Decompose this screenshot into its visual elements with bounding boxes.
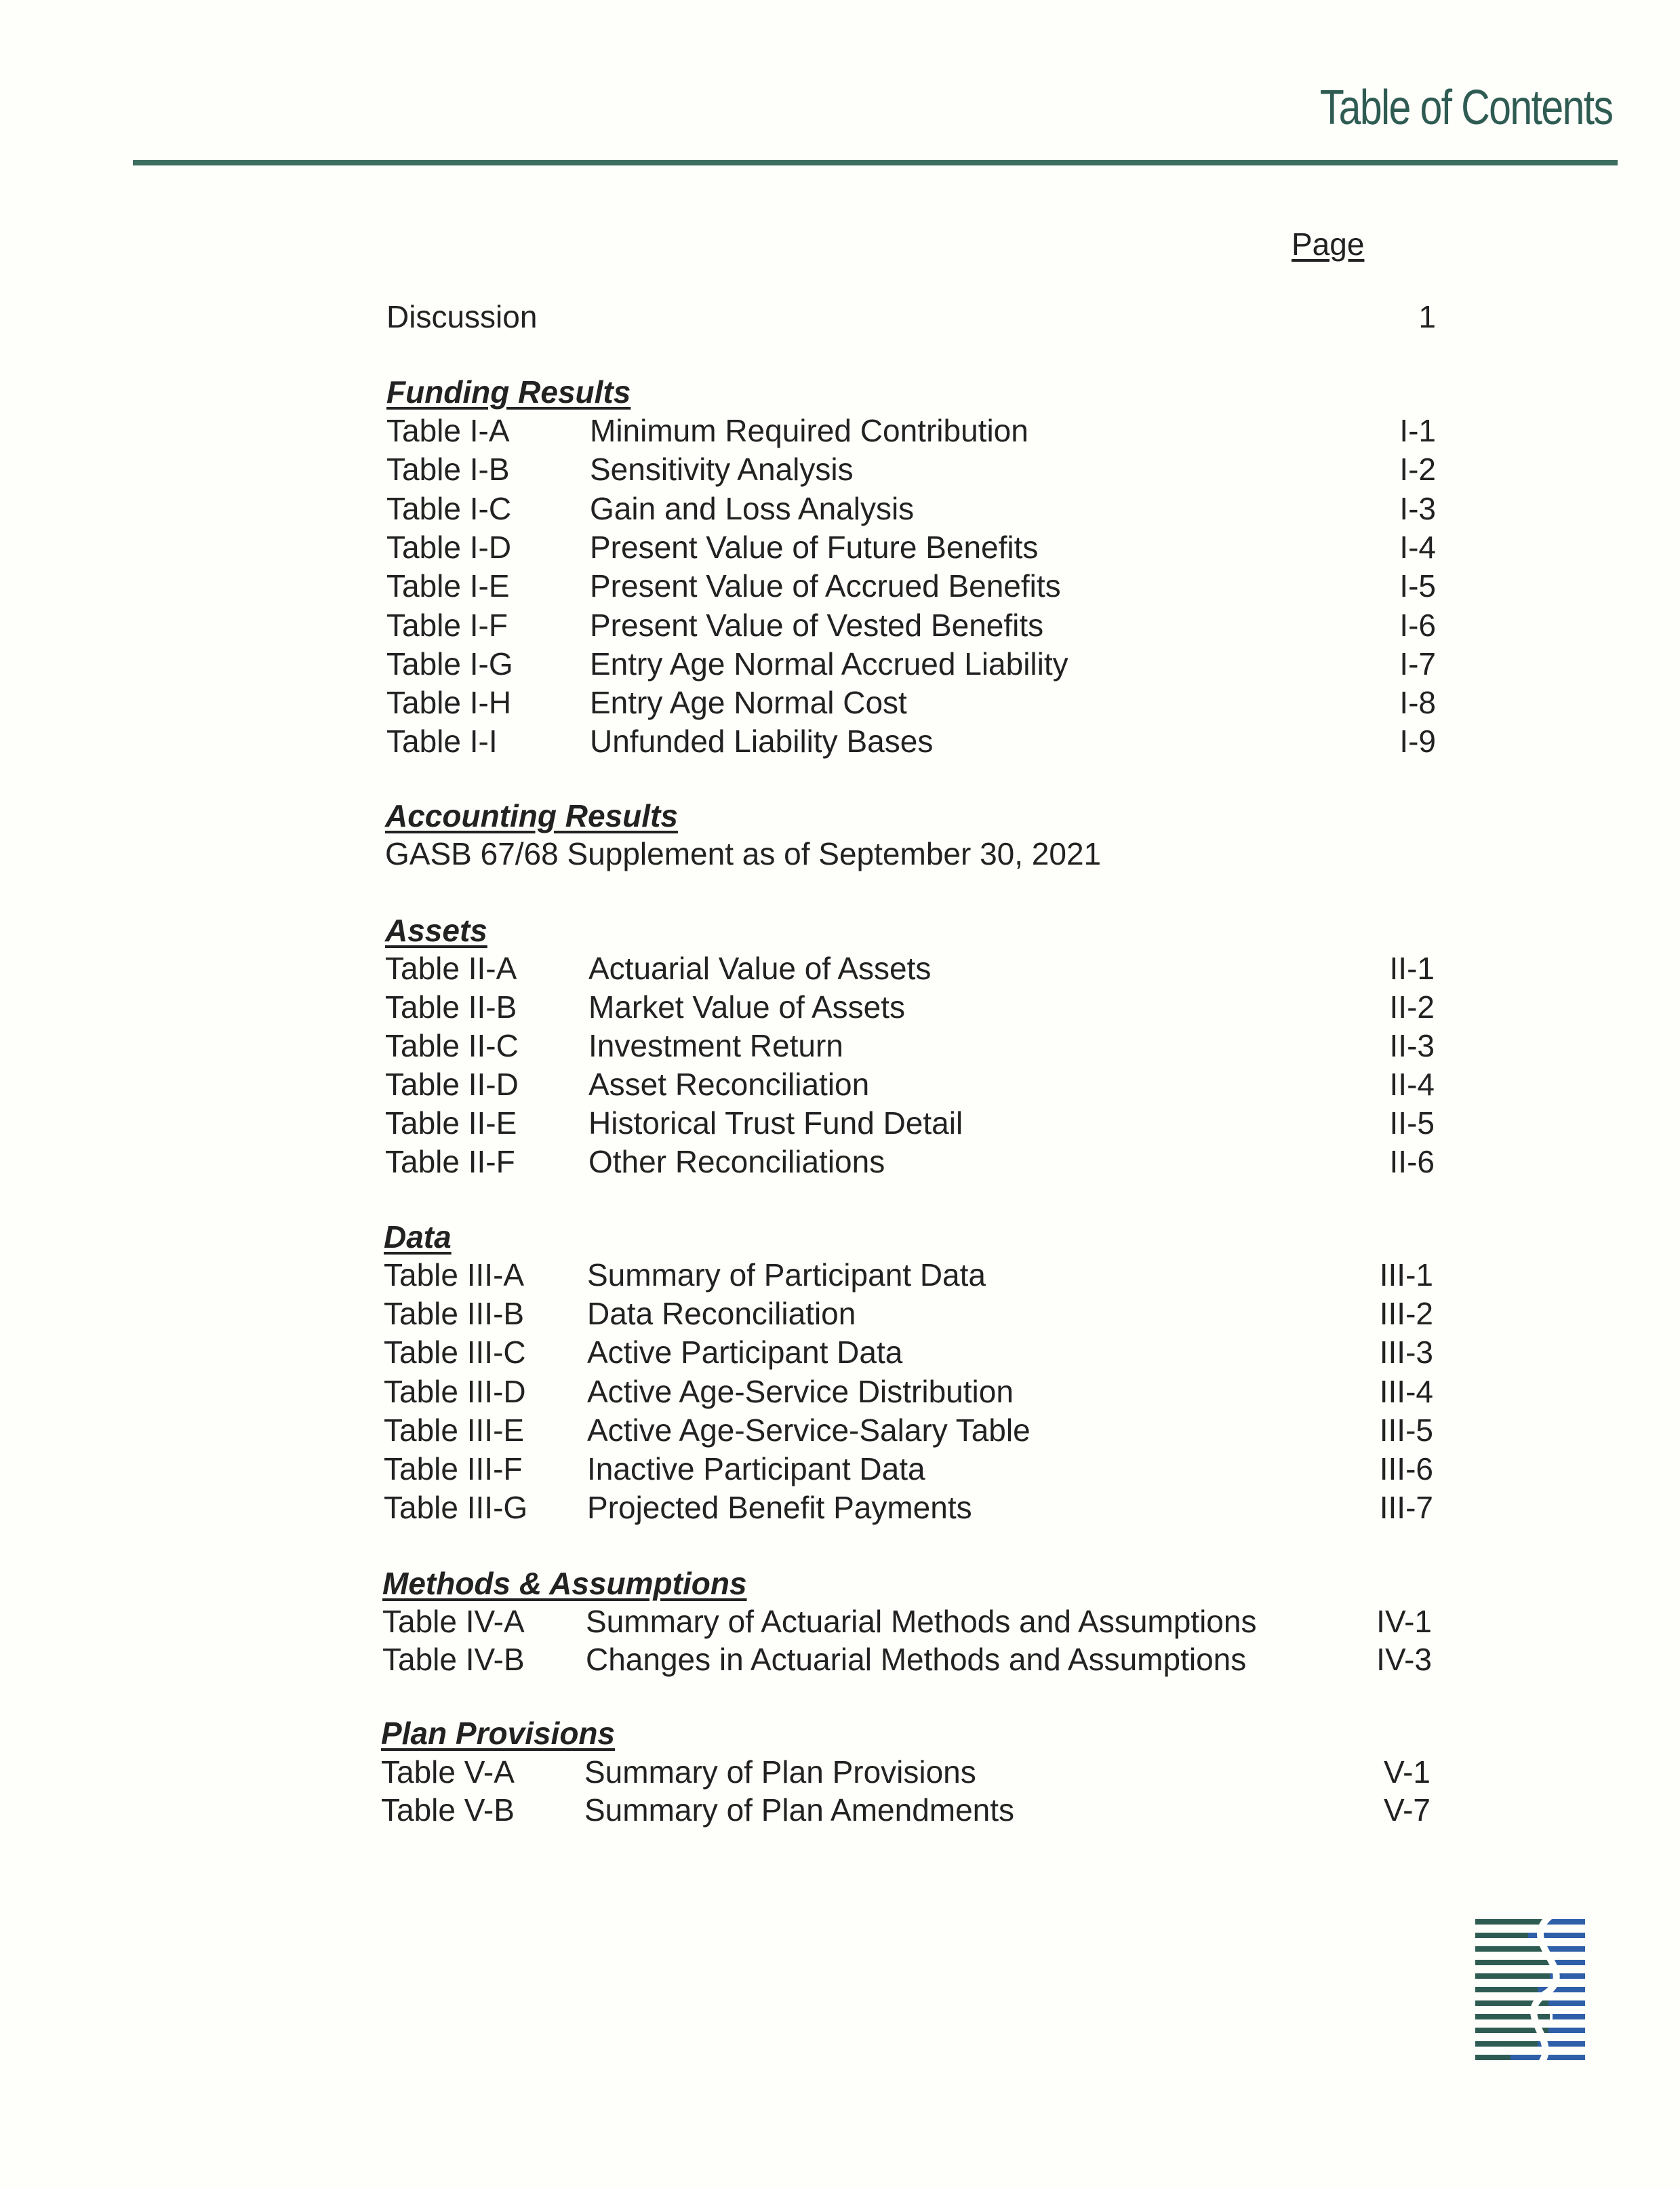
toc-table-id: Table I-G: [386, 646, 513, 682]
toc-page-number: I-8: [1399, 685, 1436, 721]
toc-table-id: Table I-H: [386, 685, 512, 721]
toc-table-title: Gain and Loss Analysis: [590, 490, 915, 526]
toc-table-title: Changes in Actuarial Methods and Assumptions: [586, 1642, 1247, 1677]
toc-table-id: Table I-E: [386, 568, 510, 604]
toc-page-number: III-6: [1379, 1451, 1433, 1486]
toc-table-id: Table III-D: [384, 1373, 526, 1409]
toc-page-number: II-2: [1389, 989, 1435, 1025]
toc-table-title: Sensitivity Analysis: [590, 452, 854, 488]
toc-table-title: Data Reconciliation: [587, 1296, 856, 1332]
toc-table-title: Active Age-Service-Salary Table: [587, 1412, 1031, 1448]
toc-table-id: Table III-A: [384, 1257, 525, 1293]
section-heading-funding: Funding Results: [386, 374, 631, 410]
toc-table-id: Table III-B: [384, 1296, 525, 1332]
page-column-label: Page: [1292, 226, 1365, 262]
toc-table-title: Market Value of Assets: [588, 989, 906, 1025]
toc-table-id: Table I-C: [386, 490, 512, 526]
toc-table-title: Historical Trust Fund Detail: [588, 1105, 963, 1141]
accounting-supplement-text: GASB 67/68 Supplement as of September 30, 2021: [385, 836, 1102, 871]
toc-page-number: I-6: [1399, 607, 1436, 643]
toc-table-title: Summary of Plan Amendments: [584, 1792, 1015, 1828]
toc-page-number: I-9: [1399, 724, 1436, 760]
toc-page-number: V-1: [1383, 1754, 1431, 1790]
toc-table-title: Projected Benefit Payments: [587, 1490, 972, 1526]
toc-table-title: Entry Age Normal Cost: [590, 685, 907, 721]
company-logo-icon: [1463, 1916, 1599, 2079]
toc-page-number: I-5: [1399, 568, 1436, 604]
toc-table-id: Table III-E: [384, 1412, 525, 1448]
toc-page-number: II-3: [1389, 1028, 1435, 1063]
section-heading-data: Data: [384, 1219, 452, 1255]
page-title: Table of Contents: [1319, 81, 1612, 135]
toc-page-number: I-4: [1399, 529, 1436, 565]
toc-table-title: Minimum Required Contribution: [590, 413, 1028, 448]
toc-table-title: Active Age-Service Distribution: [587, 1373, 1014, 1409]
toc-table-id: Table I-I: [386, 724, 498, 760]
section-heading-accounting: Accounting Results: [385, 798, 678, 833]
toc-page-number: III-1: [1379, 1257, 1433, 1293]
header-divider: [133, 160, 1618, 165]
toc-table-id: Table I-F: [386, 607, 508, 643]
toc-page-number: III-2: [1379, 1296, 1433, 1332]
toc-table-id: Table II-C: [385, 1028, 519, 1063]
toc-table-id: Table I-A: [386, 413, 510, 448]
toc-table-id: Table IV-A: [382, 1604, 525, 1639]
toc-page-number: II-1: [1389, 951, 1435, 986]
toc-table-id: Table II-F: [385, 1144, 515, 1179]
toc-page-number: III-5: [1379, 1412, 1433, 1448]
toc-page-number: I-1: [1399, 413, 1436, 448]
toc-table-id: Table I-D: [386, 529, 512, 565]
toc-table-title: Actuarial Value of Assets: [588, 951, 932, 986]
toc-table-id: Table V-B: [381, 1792, 515, 1828]
toc-table-title: Summary of Plan Provisions: [584, 1754, 976, 1790]
section-heading-methods: Methods & Assumptions: [382, 1566, 747, 1601]
toc-table-title: Asset Reconciliation: [588, 1067, 870, 1102]
toc-table-title: Inactive Participant Data: [587, 1451, 925, 1486]
toc-page-number: IV-1: [1376, 1604, 1432, 1639]
section-heading-plan: Plan Provisions: [381, 1716, 616, 1751]
toc-page-number: 1: [1418, 299, 1436, 334]
toc-table-title: Unfunded Liability Bases: [590, 724, 934, 760]
toc-table-title: Present Value of Vested Benefits: [590, 607, 1044, 643]
toc-page-number: I-2: [1399, 452, 1436, 488]
toc-page-number: IV-3: [1376, 1642, 1432, 1677]
toc-page-number: II-4: [1389, 1067, 1435, 1102]
toc-page-number: III-3: [1379, 1335, 1433, 1370]
toc-table-title: Investment Return: [588, 1028, 843, 1063]
toc-table-id: Table II-D: [385, 1067, 519, 1102]
toc-table-id: Table IV-B: [382, 1642, 525, 1677]
toc-page-number: V-7: [1383, 1792, 1431, 1828]
toc-entry-label: Discussion: [386, 299, 538, 334]
toc-table-id: Table III-F: [384, 1451, 523, 1486]
toc-page-number: III-4: [1379, 1373, 1433, 1409]
toc-table-id: Table II-A: [385, 951, 517, 986]
toc-page-number: II-6: [1389, 1144, 1435, 1179]
toc-table-title: Active Participant Data: [587, 1335, 903, 1370]
toc-table-title: Entry Age Normal Accrued Liability: [590, 646, 1068, 682]
toc-table-title: Present Value of Accrued Benefits: [590, 568, 1061, 604]
toc-table-id: Table I-B: [386, 452, 510, 488]
toc-table-id: Table II-B: [385, 989, 517, 1025]
section-heading-assets: Assets: [385, 913, 487, 948]
toc-page-number: III-7: [1379, 1490, 1433, 1526]
toc-table-id: Table II-E: [385, 1105, 517, 1141]
toc-table-title: Other Reconciliations: [588, 1144, 885, 1179]
toc-page-number: II-5: [1389, 1105, 1435, 1141]
toc-page-number: I-7: [1399, 646, 1436, 682]
toc-table-title: Summary of Participant Data: [587, 1257, 986, 1293]
toc-table-title: Present Value of Future Benefits: [590, 529, 1039, 565]
toc-table-id: Table III-C: [384, 1335, 526, 1370]
toc-table-id: Table III-G: [384, 1490, 528, 1526]
toc-table-title: Summary of Actuarial Methods and Assumptions: [586, 1604, 1257, 1639]
toc-table-id: Table V-A: [381, 1754, 515, 1790]
toc-page-number: I-3: [1399, 490, 1436, 526]
